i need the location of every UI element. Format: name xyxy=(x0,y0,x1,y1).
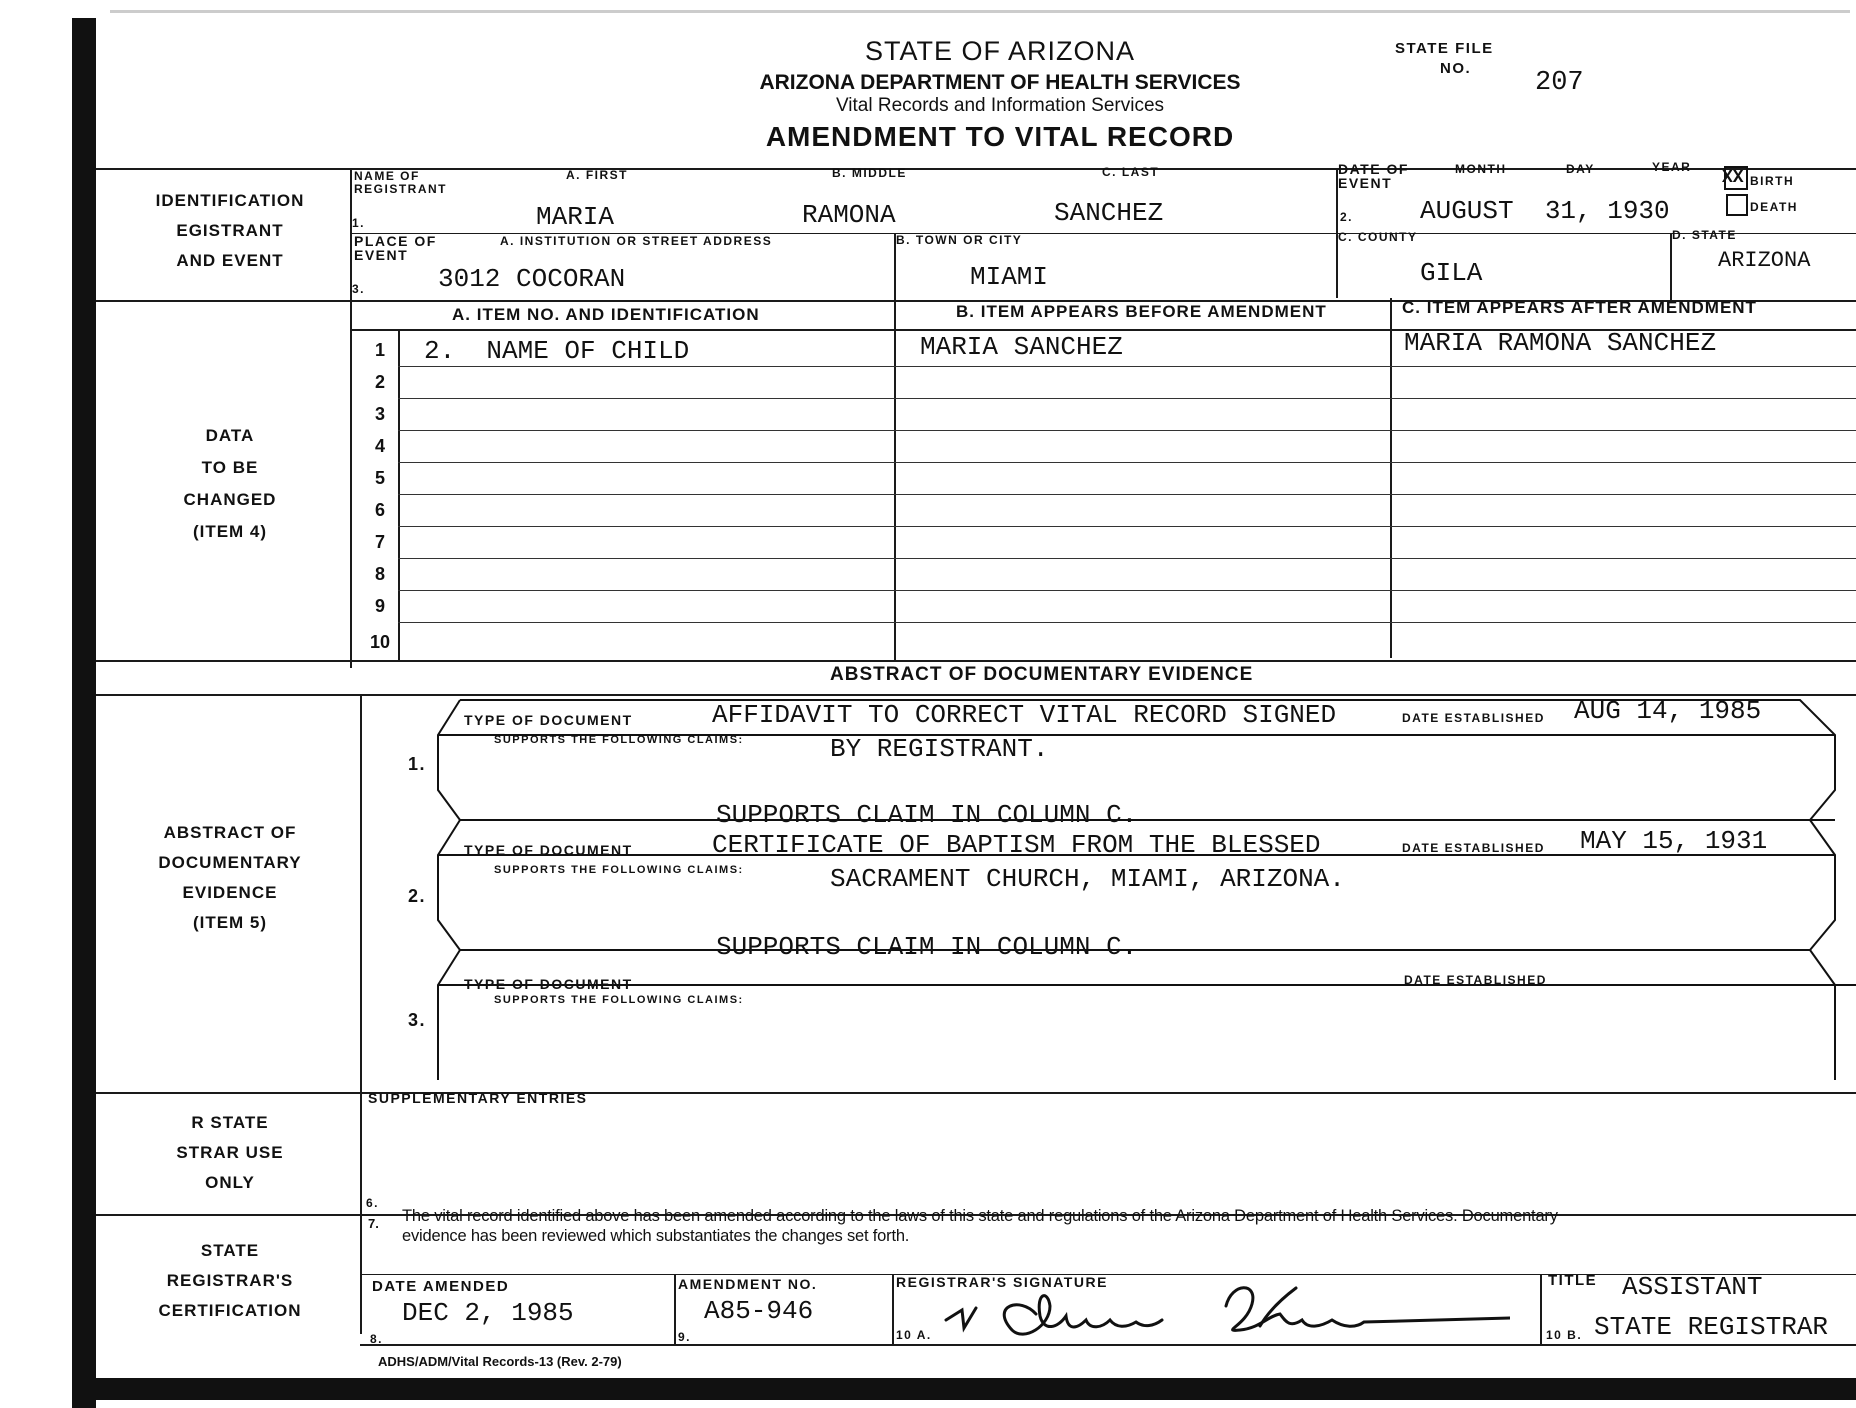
department-title: ARIZONA DEPARTMENT OF HEALTH SERVICES xyxy=(759,71,1241,94)
col-a-header: A. ITEM NO. AND IDENTIFICATION xyxy=(452,305,760,324)
row-1-before-amendment: MARIA SANCHEZ xyxy=(920,332,1123,362)
row-num-6: 6 xyxy=(374,500,385,520)
title-item-no: 10 B. xyxy=(1546,1328,1583,1342)
first-name-label: A. FIRST xyxy=(566,168,628,182)
registrar-signature xyxy=(940,1276,1510,1346)
doc-1-number: 1. xyxy=(408,754,427,774)
middle-name-value: RAMONA xyxy=(802,200,896,230)
institution-label: A. INSTITUTION OR STREET ADDRESS xyxy=(500,234,773,248)
doc-3-date-label: DATE ESTABLISHED xyxy=(1404,973,1547,987)
row-num-5: 5 xyxy=(374,468,385,488)
doc-1-claims-value-2: SUPPORTS CLAIM IN COLUMN C. xyxy=(716,800,1138,830)
date-amended-value: DEC 2, 1985 xyxy=(402,1298,574,1328)
name-item-no: 1. xyxy=(352,216,366,230)
signature-item-no: 10 A. xyxy=(896,1328,932,1342)
last-name-label: C. LAST xyxy=(1102,165,1160,179)
place-label: PLACE OF EVENT xyxy=(354,233,437,263)
name-label: NAME OF REGISTRANT xyxy=(354,169,447,196)
doc-1-date-label: DATE ESTABLISHED xyxy=(1402,711,1545,725)
doc-3-type-label: TYPE OF DOCUMENT xyxy=(464,976,633,992)
form-id: ADHS/ADM/Vital Records-13 (Rev. 2-79) xyxy=(378,1354,622,1369)
title-value-line-2: STATE REGISTRAR xyxy=(1594,1312,1829,1342)
amendment-no-label: AMENDMENT NO. xyxy=(678,1276,818,1292)
state-file-label: STATE FILE xyxy=(1395,40,1494,57)
state-file-no-label: NO. xyxy=(1440,60,1472,77)
death-checkbox[interactable] xyxy=(1726,194,1748,216)
row-num-4: 4 xyxy=(374,436,385,456)
row-num-2: 2 xyxy=(374,372,385,392)
row-num-7: 7 xyxy=(374,532,385,552)
doc-2-type-value: CERTIFICATE OF BAPTISM FROM THE BLESSED xyxy=(712,830,1321,860)
doc-2-number: 2. xyxy=(408,886,427,906)
date-of-event-label: DATE OF EVENT xyxy=(1338,161,1409,191)
amendment-item-no: 9. xyxy=(678,1330,692,1344)
row-num-3: 3 xyxy=(374,404,385,424)
birth-check-mark: XX xyxy=(1722,168,1744,188)
doc-2-type-label: TYPE OF DOCUMENT xyxy=(464,842,633,858)
last-name-value: SANCHEZ xyxy=(1054,198,1164,228)
page-title: AMENDMENT TO VITAL RECORD xyxy=(765,121,1235,152)
amendment-no-value: A85-946 xyxy=(704,1296,814,1326)
day-label: DAY xyxy=(1566,162,1595,176)
county-label: C. COUNTY xyxy=(1338,230,1418,244)
month-label: MONTH xyxy=(1455,162,1507,176)
town-label: B. TOWN OR CITY xyxy=(896,233,1023,247)
doc-1-date-value: AUG 14, 1985 xyxy=(1574,696,1762,726)
date-amended-label: DATE AMENDED xyxy=(372,1278,510,1295)
address-value: 3012 COCORAN xyxy=(438,264,626,294)
middle-name-label: B. MIDDLE xyxy=(832,166,907,180)
supplementary-item-no: 6. xyxy=(366,1196,380,1210)
doc-1-claims-label: SUPPORTS THE FOLLOWING CLAIMS: xyxy=(494,734,744,746)
top-edge xyxy=(110,10,1850,13)
town-value: MIAMI xyxy=(970,262,1049,292)
doc-2-claims-value-2: SUPPORTS CLAIM IN COLUMN C. xyxy=(716,932,1138,962)
year-label: YEAR xyxy=(1652,160,1692,174)
row-num-8: 8 xyxy=(374,564,385,584)
place-item-no: 3. xyxy=(352,282,366,296)
bottom-border xyxy=(72,1378,1856,1400)
doc-2-date-label: DATE ESTABLISHED xyxy=(1402,841,1545,855)
state-value: ARIZONA xyxy=(1718,248,1811,273)
row-num-10: 10 xyxy=(369,632,391,652)
certification-statement: The vital record identified above has been amended according to the laws of this state and regulations of the Arizona Department of Health Services. Documentary evidence has been reviewed which substantiates the changes set forth. xyxy=(402,1207,1558,1245)
state-label: D. STATE xyxy=(1672,228,1737,242)
col-b-header: B. ITEM APPEARS BEFORE AMENDMENT xyxy=(956,302,1327,321)
registrar-use-label: R STATE STRAR USE ONLY xyxy=(176,1113,284,1192)
row-1-after-amendment: MARIA RAMONA SANCHEZ xyxy=(1404,328,1717,358)
evidence-heading: ABSTRACT OF DOCUMENTARY EVIDENCE xyxy=(830,664,1254,685)
left-border xyxy=(72,18,96,1408)
title-label: TITLE xyxy=(1548,1272,1598,1289)
date-amended-item-no: 8. xyxy=(370,1332,384,1346)
supplementary-label: SUPPLEMENTARY ENTRIES xyxy=(368,1090,588,1106)
birth-checkbox[interactable] xyxy=(1724,166,1748,190)
doc-2-date-value: MAY 15, 1931 xyxy=(1580,826,1768,856)
doc-2-claims-value: SACRAMENT CHURCH, MIAMI, ARIZONA. xyxy=(830,864,1345,894)
doc-1-claims-value: BY REGISTRANT. xyxy=(830,734,1049,764)
death-label: DEATH xyxy=(1750,200,1798,214)
doc-1-type-label: TYPE OF DOCUMENT xyxy=(464,712,633,728)
col-c-header: C. ITEM APPEARS AFTER AMENDMENT xyxy=(1402,298,1757,317)
event-date-value: AUGUST 31, 1930 xyxy=(1420,196,1670,226)
title-value-line-1: ASSISTANT xyxy=(1622,1272,1763,1302)
state-title: STATE OF ARIZONA xyxy=(864,36,1136,66)
first-name-value: MARIA xyxy=(536,202,615,232)
birth-label: BIRTH xyxy=(1750,174,1795,188)
row-num-1: 1 xyxy=(374,340,385,360)
certification-label: STATE REGISTRAR'S CERTIFICATION xyxy=(158,1241,302,1320)
date-item-no: 2. xyxy=(1340,210,1354,224)
data-changed-label: DATA TO BE CHANGED (ITEM 4) xyxy=(183,426,277,541)
abstract-label: ABSTRACT OF DOCUMENTARY EVIDENCE (ITEM 5) xyxy=(158,823,302,932)
row-1-item-identification: 2. NAME OF CHILD xyxy=(424,336,690,366)
doc-3-number: 3. xyxy=(408,1010,427,1030)
doc-2-claims-label: SUPPORTS THE FOLLOWING CLAIMS: xyxy=(494,864,744,876)
document-header xyxy=(700,36,1300,153)
division-title: Vital Records and Information Services xyxy=(835,95,1165,116)
doc-1-type-value: AFFIDAVIT TO CORRECT VITAL RECORD SIGNED xyxy=(712,700,1337,730)
signature-label: REGISTRAR'S SIGNATURE xyxy=(896,1274,1108,1290)
county-value: GILA xyxy=(1420,258,1483,288)
state-file-number: 207 xyxy=(1535,68,1584,98)
doc-3-claims-label: SUPPORTS THE FOLLOWING CLAIMS: xyxy=(494,994,744,1006)
evidence-box-3 xyxy=(438,950,1835,1080)
identification-label: IDENTIFICATION EGISTRANT AND EVENT xyxy=(155,191,305,270)
certification-item-no: 7. xyxy=(368,1216,379,1231)
row-num-9: 9 xyxy=(374,596,385,616)
